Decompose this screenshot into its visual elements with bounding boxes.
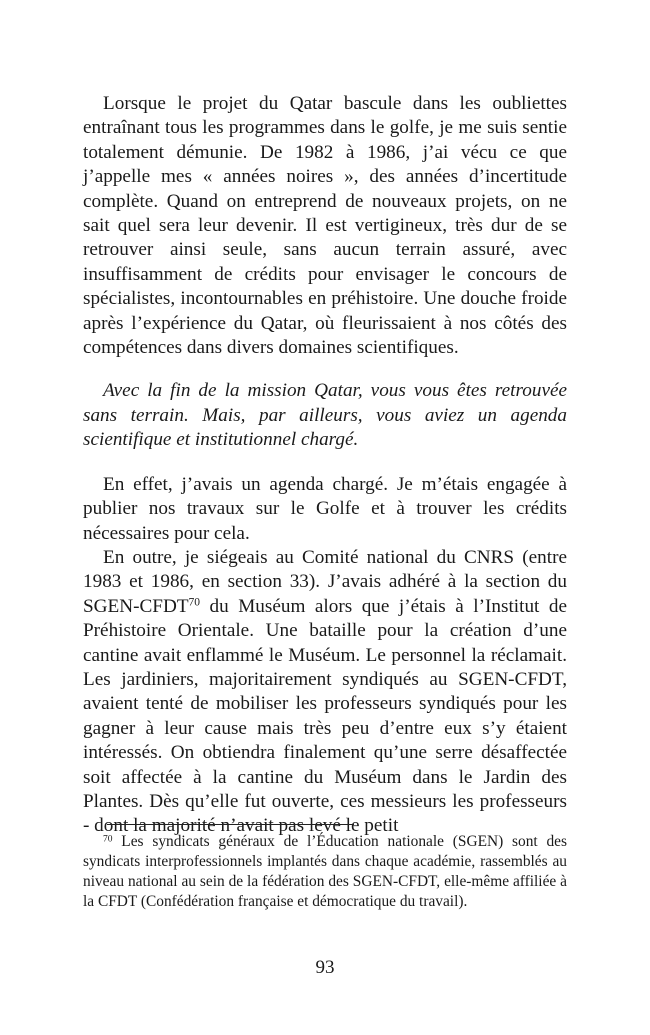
paragraph-1: Lorsque le projet du Qatar bascule dans les oubliettes entraînant tous les programmes dans le golfe, je me suis sentie totalement démunie. De 1982 à 1986, j’ai vécu ce que j’appelle mes « années noires », des années d’incertitude complète. Quand on entreprend de nouveaux projets, on ne sait quel sera leur devenir. Il est vertigineux, très dur de se retrouver ainsi seule, sans aucun terrain assuré, avec insuffisamment de crédits pour envisager le concours de spécialistes, incontournables en préhistoire. Une douche froide après l’expérience du Qatar, où fleurissaient à nos côtés des compétences dans divers domaines scientifiques. [83, 93, 567, 359]
footnote [83, 832, 567, 912]
page-number: 93 [315, 957, 335, 978]
paragraph-2: En effet, j’avais un agenda chargé. Je m’étais engagée à publier nos travaux sur le Golfe et à trouver les crédits nécessaires pour cela. [83, 473, 567, 544]
footnote-separator [107, 824, 354, 825]
footnote-number: 70 [103, 834, 113, 845]
page-body [83, 92, 567, 839]
interview-question: Avec la fin de la mission Qatar, vous vous êtes retrouvée sans terrain. Mais, par ailleurs, vous aviez un agenda scientifique et institutionnel chargé. [83, 380, 567, 451]
footnote-text: Les syndicats généraux de l’Éducation nationale (SGEN) sont des syndicats interprofessionnels implantés dans chaque académie, rassemblés au niveau national au sein de la fédération des SGEN-CFDT, elle-même affiliée à la CFDT (Confédération française et démocratique du travail). [83, 833, 567, 911]
footnote-reference[interactable]: 70 [188, 596, 201, 609]
paragraph-3-end: du Muséum alors que j’étais à l’Institut de Préhistoire Orientale. Une bataille pour la création d’une cantine avait enflammé le Muséum. Le personnel la réclamait. Les jardiniers, majoritairement syndiqués au SGEN-CFDT, avaient tenté de mobiliser les professeurs syndiqués pour les gagner à leur cause mais très peu d’entre eux s’y étaient intéressés. On obtiendra finalement qu’une serre désaffectée soit affectée à la cantine du Muséum dans le Jardin des Plantes. Dès qu’elle fut ouverte, ces messieurs les professeurs - dont la majorité n’avait pas levé le petit [83, 595, 567, 837]
paragraph-3-start: En outre, je siégeais au Comité national du CNRS (entre 1983 et 1986, en section 33). J’avais adhéré à la section du SGEN-CFDT [83, 546, 567, 617]
paragraph-3 [83, 546, 567, 839]
